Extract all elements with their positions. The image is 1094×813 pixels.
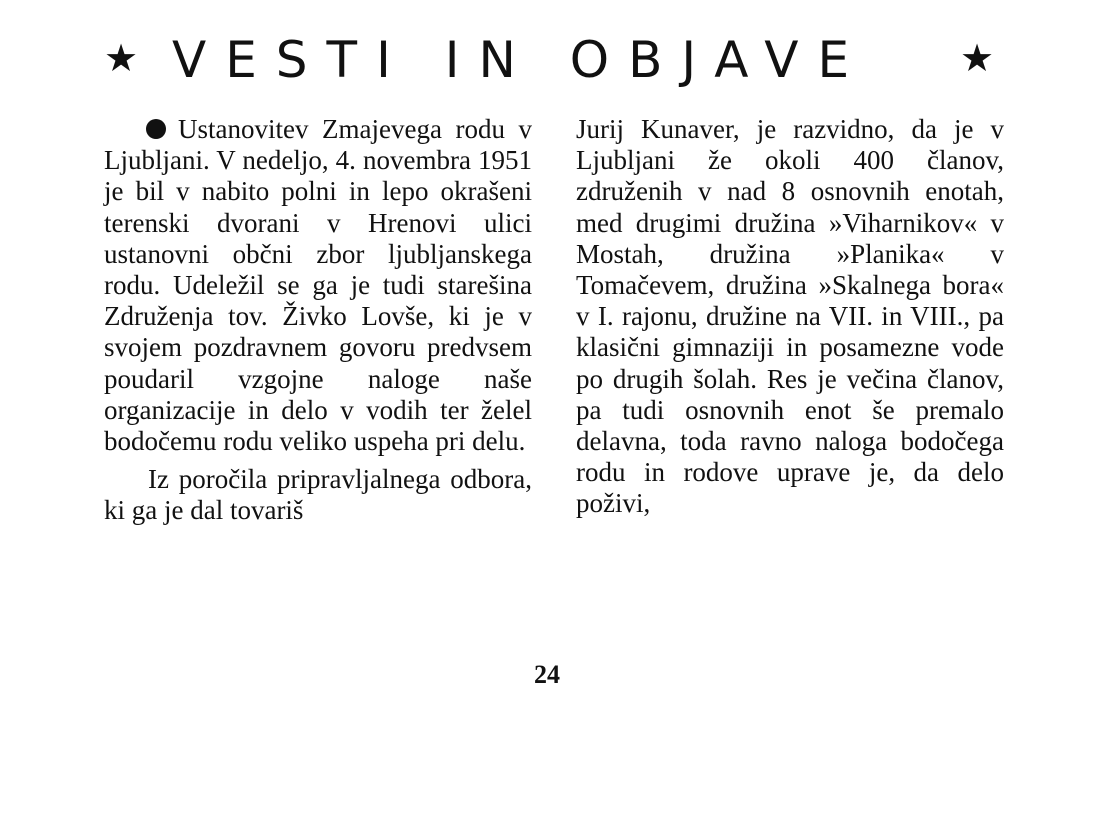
paragraph-text: Ustanovitev Zmajevega rodu v Ljubljani. V nedeljo, 4. novembra 1951 je bil v nabito polni in lepo okrašeni terenski dvorani v Hrenovi ulici ustanovni občni zbor ljubljanskega rodu. Udeležil se ga je tudi starešina Združenja tov. Živko Lovše, ki je v svojem pozdravnem govoru predvsem poudaril vzgojne naloge naše organizacije in delo v vodih ter želel bodočemu rodu veliko uspeha pri delu. xyxy=(104,114,532,457)
left-column xyxy=(104,114,532,527)
page-number: 24 xyxy=(534,660,560,689)
star-icon: ★ xyxy=(104,36,139,80)
bullet-icon xyxy=(146,119,166,139)
page-header xyxy=(0,30,1094,90)
right-column xyxy=(576,114,1004,520)
article-paragraph: Iz poročila pripravljalnega odbora, ki ga je dal tovariš xyxy=(104,464,532,526)
star-icon: ★ xyxy=(960,36,995,80)
article-paragraph: Jurij Kunaver, je razvidno, da je v Ljubljani že okoli 400 članov, združenih v nad 8 osnovnih enotah, med drugimi družina »Viharnikov« v Mostah, družina »Planika« v Tomačevem, družina »Skalnega bora« v I. rajonu, družine na VII. in VIII., pa klasični gimnaziji in posamezne vode po drugih šolah. Res je večina članov, pa tudi osnovnih enot še premalo delavna, toda ravno naloga bodočega rodu in rodove uprave je, da delo poživi, xyxy=(576,114,1004,519)
article-paragraph xyxy=(104,114,532,457)
section-title: VESTI IN OBJAVE xyxy=(172,31,869,89)
